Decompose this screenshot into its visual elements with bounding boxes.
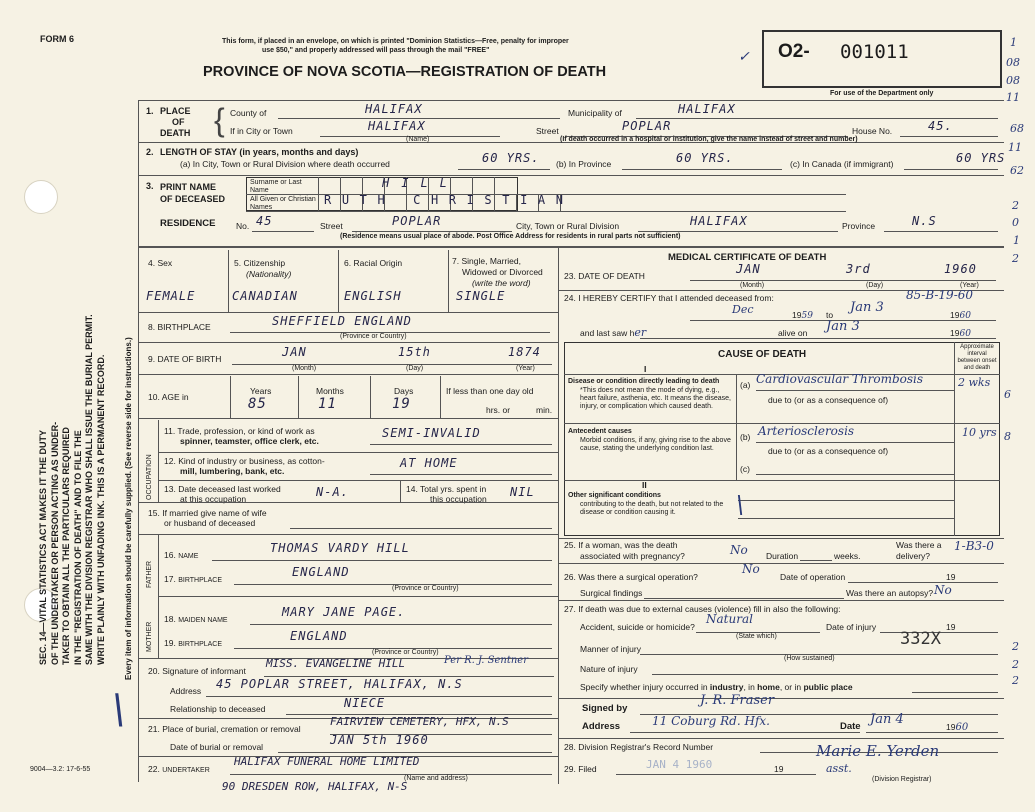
residence-note: (Residence means usual place of abode. Post Office Address for residents in rural parts not sufficient) xyxy=(340,233,681,240)
cause-a-interval: 2 wks xyxy=(958,376,991,389)
trade-value: SEMI-INVALID xyxy=(382,426,481,440)
signed-by-label: Signed by xyxy=(582,703,628,714)
industry-line xyxy=(370,474,552,475)
filed-line xyxy=(616,774,816,775)
informant-value: MISS. EVANGELINE HILL xyxy=(266,657,406,670)
cell-divider xyxy=(338,250,339,312)
cause-c-label: (c) xyxy=(740,464,750,474)
age-months-label: Months xyxy=(316,386,344,396)
margin-code: 1 xyxy=(1010,36,1017,49)
mother-birthplace-sublabel: (Province or Country) xyxy=(372,649,439,656)
municipality-label: Municipality of xyxy=(568,108,622,118)
mail-note-1: This form, if placed in an envelope, on which is printed "Dominion Statistics—Free, penalty for improper xyxy=(222,38,569,45)
birth-day-value: 15th xyxy=(398,345,431,359)
signed-by-value: J. R. Fraser xyxy=(700,693,775,708)
age-hours-note: If less than one day old xyxy=(446,386,534,396)
external-causes-label: 27. If death was due to external causes (violence) fill in also the following: xyxy=(564,604,841,614)
stay-c-line xyxy=(904,169,998,170)
cell-divider xyxy=(298,376,299,418)
cause-b-label: (b) xyxy=(740,432,751,442)
total-years-value: NIL xyxy=(510,485,535,499)
total-years-label: 14. Total yrs. spent in this occupation xyxy=(406,484,487,504)
trade-line xyxy=(370,444,552,445)
death-year-value: 1960 xyxy=(944,262,977,276)
mother-birthplace-label: 19. BIRTHPLACE xyxy=(164,638,223,648)
s1-label: PLACE OF DEATH xyxy=(160,106,191,138)
duration-label: Duration xyxy=(766,551,799,561)
mother-birthplace-value: ENGLAND xyxy=(290,629,348,643)
occupation-group-label: OCCUPATION xyxy=(146,454,153,500)
birthdate-label: 9. DATE OF BIRTH xyxy=(148,354,222,364)
relationship-label: Relationship to deceased xyxy=(170,704,266,714)
divider xyxy=(558,600,1004,601)
name-grid-bottom xyxy=(246,211,846,212)
divider xyxy=(138,418,558,419)
death-year-sublabel: (Year) xyxy=(960,282,979,289)
operation-value: No xyxy=(742,562,760,576)
operation-label: 26. Was there a surgical operation? xyxy=(564,572,698,582)
pregnancy-value: No xyxy=(730,543,748,557)
age-years-label: Years xyxy=(250,386,272,396)
divider xyxy=(558,563,1004,564)
accident-value: Natural xyxy=(706,612,753,626)
interval-column-divider xyxy=(954,342,955,536)
attended-code: 85-B-19-60 xyxy=(906,288,974,302)
cell-divider xyxy=(448,250,449,312)
cause-c-line xyxy=(756,474,954,475)
age-minutes-label: min. xyxy=(536,405,553,415)
house-value: 45. xyxy=(928,119,953,133)
residence-province-line xyxy=(884,231,998,232)
injury-date-label: Date of injury xyxy=(826,622,877,632)
alive-on-value: Jan 3 xyxy=(826,319,860,334)
surgical-findings-line xyxy=(644,598,844,599)
s3-label: PRINT NAME OF DECEASED xyxy=(160,182,226,204)
name-grid-col xyxy=(318,177,319,211)
divider xyxy=(138,534,558,535)
residence-city-value: HALIFAX xyxy=(690,214,748,228)
stay-a-line xyxy=(458,169,550,170)
divider xyxy=(138,312,558,313)
record-number-label: 28. Division Registrar's Record Number xyxy=(564,742,714,752)
margin-code: 6 xyxy=(1004,388,1011,401)
duration-weeks-label: weeks. xyxy=(834,551,861,561)
undertaker-line xyxy=(230,774,552,775)
mother-name-line xyxy=(250,624,552,625)
manner-label: Manner of injury xyxy=(580,644,641,654)
residence-no-value: 45 xyxy=(256,214,273,228)
sex-value: FEMALE xyxy=(146,289,196,303)
form-number: FORM 6 xyxy=(40,34,75,44)
stay-c-label: (c) In Canada (if immigrant) xyxy=(790,159,894,169)
divider xyxy=(138,502,558,503)
cell-divider xyxy=(440,376,441,418)
burial-date-label: Date of burial or removal xyxy=(170,742,264,752)
mother-name-label: 18. MAIDEN NAME xyxy=(164,614,228,624)
age-months-value: 11 xyxy=(318,396,337,412)
margin-code: 11 xyxy=(1006,91,1020,104)
birthdate-line xyxy=(232,364,552,365)
father-group-label: FATHER xyxy=(146,560,153,588)
father-name-line xyxy=(212,560,552,561)
undertaker-value: HALIFAX FUNERAL HOME LIMITED xyxy=(234,755,420,768)
citizenship-label: 5. Citizenship (Nationality) xyxy=(234,258,292,279)
form-title: PROVINCE OF NOVA SCOTIA—REGISTRATION OF DEATH xyxy=(203,64,607,80)
undertaker-address-value: 90 DRESDEN ROW, HALIFAX, N-S xyxy=(222,780,408,793)
surname-value: HILL xyxy=(382,176,459,190)
divider xyxy=(564,480,1000,481)
nature-label: Nature of injury xyxy=(580,664,638,674)
residence-street-value: POPLAR xyxy=(392,214,442,228)
birthplace-sublabel: (Province or Country) xyxy=(340,333,407,340)
margin-pen-mark: \ xyxy=(112,687,126,733)
divider xyxy=(158,480,558,481)
informant-label: 20. Signature of informant xyxy=(148,666,246,676)
specify-line xyxy=(912,692,998,693)
slash-mark: \ xyxy=(736,491,745,519)
birth-year-value: 1874 xyxy=(508,345,541,359)
undertaker-label: 22. UNDERTAKER xyxy=(148,764,210,774)
racial-origin-value: ENGLISH xyxy=(344,289,402,303)
cause-a-due-to: due to (or as a consequence of) xyxy=(768,395,889,405)
county-value: HALIFAX xyxy=(365,102,423,116)
divider xyxy=(138,175,1004,176)
alive-year-label: 1960 xyxy=(950,328,971,339)
death-day-sublabel: (Day) xyxy=(866,282,884,289)
stay-a-label: (a) In City, Town or Rural Division where death occurred xyxy=(180,159,390,169)
age-years-value: 85 xyxy=(248,396,267,412)
burial-place-value: FAIRVIEW CEMETERY, HFX, N.S xyxy=(330,715,509,728)
registrar-sublabel: (Division Registrar) xyxy=(872,776,932,783)
cell-divider xyxy=(370,376,371,418)
age-days-label: Days xyxy=(394,386,414,396)
father-birthplace-label: 17. BIRTHPLACE xyxy=(164,574,223,584)
last-worked-value: N-A. xyxy=(316,485,349,499)
birth-month-sublabel: (Month) xyxy=(292,365,317,372)
part-one-label: I xyxy=(644,364,647,374)
birth-month-value: JAN xyxy=(282,345,307,359)
margin-code: 0 xyxy=(1012,216,1019,229)
address-value: 11 Coburg Rd. Hfx. xyxy=(652,714,770,728)
date-value: Jan 4 xyxy=(870,712,904,727)
department-use-note: For use of the Department only xyxy=(830,90,934,97)
given-names-value: RUTH CHRISTIAN xyxy=(324,193,574,207)
surgical-findings-label: Surgical findings xyxy=(580,588,643,598)
cause-b-interval: 10 yrs xyxy=(962,426,997,439)
date-year-label: 1960 xyxy=(946,722,969,733)
cause-of-death-title: CAUSE OF DEATH xyxy=(718,349,807,360)
death-month-value: JAN xyxy=(736,262,761,276)
margin-code: 62 xyxy=(1010,164,1024,177)
stay-b-label: (b) In Province xyxy=(556,159,612,169)
city-value: HALIFAX xyxy=(368,119,426,133)
antecedent-sublabel: Morbid conditions, if any, giving rise to the above cause, stating the underlying condition last. xyxy=(580,437,731,452)
city-name-sublabel: (Name) xyxy=(406,136,430,143)
surname-label: Surname or Last Name xyxy=(250,179,302,194)
column-divider xyxy=(558,248,559,784)
attended-year1-label: 1959 xyxy=(792,310,813,321)
undertaker-sublabel: (Name and address) xyxy=(404,775,468,782)
stay-a-value: 60 YRS. xyxy=(482,151,540,165)
autopsy-value: No xyxy=(934,583,952,597)
margin-code: 2 xyxy=(1012,674,1019,687)
residence-street-line xyxy=(352,231,512,232)
margin-code: 2 xyxy=(1012,640,1019,653)
burial-date-value: JAN 5th 1960 xyxy=(330,733,429,747)
attended-to-label: to xyxy=(826,310,834,320)
last-saw-label: and last saw her xyxy=(580,326,647,339)
mother-group-label: MOTHER xyxy=(146,621,153,652)
s3-number: 3. xyxy=(146,181,154,191)
address-label: Address xyxy=(582,721,621,732)
manner-sublabel: (How sustained) xyxy=(784,655,835,662)
death-date-line xyxy=(690,280,996,281)
street-value: POPLAR xyxy=(622,119,672,133)
address-line xyxy=(630,732,860,733)
margin-code: 8 xyxy=(1004,430,1011,443)
disease-label: Disease or condition directly leading to death xyxy=(568,378,720,385)
delivery-label: Was there a delivery? xyxy=(896,540,942,561)
cell-divider xyxy=(230,376,231,418)
residence-province-label: Province xyxy=(842,221,876,231)
margin-code: 2 xyxy=(1012,252,1019,265)
father-birthplace-value: ENGLAND xyxy=(292,565,350,579)
attended-to-value: Jan 3 xyxy=(850,300,884,315)
stay-c-value: 60 YRS xyxy=(956,151,1006,165)
residence-street-label: Street xyxy=(320,221,343,231)
last-saw-line xyxy=(640,338,996,339)
divider xyxy=(558,738,1004,739)
date-line xyxy=(866,732,998,733)
other-conditions-label: Other significant conditions xyxy=(568,492,661,499)
cause-a-line xyxy=(756,390,954,391)
informant-address-label: Address xyxy=(170,686,202,696)
residence-no-line xyxy=(252,231,314,232)
part-two-label: II xyxy=(642,480,647,490)
antecedent-label: Antecedent causes xyxy=(568,428,632,435)
cause-a-label: (a) xyxy=(740,380,751,390)
burial-place-label: 21. Place of burial, cremation or removal xyxy=(148,724,301,734)
side-instructions: SEC. 14—VITAL STATISTICS ACT MAKES IT THE DUTY OF THE UNDERTAKER OR PERSON ACTING AS UNDER- TAKER TO OBTAIN ALL THE PARTICULARS REQUIRED IN THE "REGISTRATION OF DEATH" AND TO FILE THE SAME WITH THE DIVISION REGISTRAR WHO SHALL ISSUE THE BURIAL PERMIT. WRITE PLAINLY WITH UNFADING INK. THIS IS A PERMANENT RECORD. xyxy=(38,314,106,665)
father-name-value: THOMAS VARDY HILL xyxy=(270,541,410,555)
accident-sublabel: (State which) xyxy=(736,633,777,640)
industry-label: 12. Kind of industry or business, as cotton- mill, lumbering, bank, etc. xyxy=(164,456,325,476)
birthplace-value: SHEFFIELD ENGLAND xyxy=(272,314,412,328)
death-day-value: 3rd xyxy=(846,262,871,276)
registration-prefix: O2- xyxy=(778,41,810,62)
age-days-value: 19 xyxy=(392,396,411,412)
industry-value: AT HOME xyxy=(400,456,458,470)
spouse-label: 15. If married give name of wife or husband of deceased xyxy=(148,508,267,528)
mail-note-2: use $50," and properly addressed will pass through the mail "FREE" xyxy=(262,47,490,54)
other-conditions-line xyxy=(738,500,954,501)
margin-code: 11 xyxy=(1008,141,1022,154)
other-conditions-line xyxy=(738,518,954,519)
margin-code: 08 xyxy=(1006,56,1020,69)
racial-origin-label: 6. Racial Origin xyxy=(344,258,403,268)
informant-address-value: 45 POPLAR STREET, HALIFAX, N.S xyxy=(216,677,463,691)
death-date-label: 23. DATE OF DEATH xyxy=(564,271,645,281)
brace: { xyxy=(214,102,225,138)
delivery-value: 1-B3-0 xyxy=(954,539,994,553)
citizenship-value: CANADIAN xyxy=(232,289,298,303)
filed-stamp: JAN 4 1960 xyxy=(646,758,713,771)
birthplace-label: 8. BIRTHPLACE xyxy=(148,322,211,332)
specify-label: Specify whether injury occurred in industry, in home, or in public place xyxy=(580,682,853,692)
cause-column-divider xyxy=(736,374,737,480)
filed-label: 29. Filed xyxy=(564,764,597,774)
mother-name-value: MARY JANE PAGE. xyxy=(282,605,406,619)
manner-value: 332X xyxy=(900,629,941,649)
operation-date-line xyxy=(848,582,998,583)
alive-on-label: alive on xyxy=(778,328,808,338)
relationship-value: NIECE xyxy=(344,696,386,710)
attended-from-value: Dec xyxy=(732,303,754,316)
disease-sublabel: *This does not mean the mode of dying, e.g., heart failure, asthenia, etc. It means the disease, injury, or complication which caused death. xyxy=(580,387,731,410)
county-label: County of xyxy=(230,108,267,118)
side-note: Every item of information should be carefully supplied. (See reverse side for instructions.) xyxy=(124,337,133,680)
burial-date-line xyxy=(278,752,552,753)
form-code: 9004—3.2: 17-6-55 xyxy=(30,766,91,773)
medical-certificate-title: MEDICAL CERTIFICATE OF DEATH xyxy=(668,252,827,263)
divider xyxy=(158,596,558,597)
attended-label: 24. I HEREBY CERTIFY that I attended deceased from: xyxy=(564,293,774,303)
registrar-signature: Marie E. Yerden xyxy=(816,742,940,760)
age-label: 10. AGE in xyxy=(148,392,189,402)
divider xyxy=(558,698,1004,699)
date-label: Date xyxy=(840,721,861,732)
filed-year-label: 19 xyxy=(774,764,784,774)
residence-city-label: City, Town or Rural Division xyxy=(516,221,620,231)
registrar-asst: asst. xyxy=(826,762,852,775)
informant-agent: Per R. J. Sentner xyxy=(444,655,528,666)
stay-b-line xyxy=(622,169,782,170)
autopsy-label: Was there an autopsy? xyxy=(846,588,934,598)
margin-code: 1 xyxy=(1013,234,1020,247)
s2-label: LENGTH OF STAY (in years, months and days) xyxy=(160,147,359,157)
accident-label: Accident, suicide or homicide? xyxy=(580,622,695,632)
injury-year-label: 19 xyxy=(946,622,956,632)
trade-label: 11. Trade, profession, or kind of work as spinner, teamster, office clerk, etc. xyxy=(164,426,319,446)
s2-number: 2. xyxy=(146,147,154,157)
house-label: House No. xyxy=(852,126,893,136)
spouse-line xyxy=(290,528,552,529)
last-worked-label: 13. Date deceased last worked at this occupation xyxy=(164,484,281,504)
marital-status-value: SINGLE xyxy=(456,289,506,303)
margin-code: 2 xyxy=(1012,658,1019,671)
divider xyxy=(558,538,1004,539)
pregnancy-label: 25. If a woman, was the death associated with pregnancy? xyxy=(564,540,685,561)
sex-label: 4. Sex xyxy=(148,258,173,268)
operation-date-label: Date of operation xyxy=(780,572,846,582)
divider xyxy=(138,100,1004,101)
nature-line xyxy=(652,674,998,675)
residence-label: RESIDENCE xyxy=(160,218,216,229)
residence-no-label: No. xyxy=(236,221,250,231)
checkmark: ✓ xyxy=(738,49,750,65)
municipality-value: HALIFAX xyxy=(678,102,736,116)
residence-city-line xyxy=(638,231,838,232)
interval-header: Approximate interval between onset and death xyxy=(957,344,997,371)
margin-code: 68 xyxy=(1010,122,1024,135)
age-hours-label: hrs. or xyxy=(486,405,511,415)
registration-number-box xyxy=(762,30,1002,88)
father-birthplace-sublabel: (Province or Country) xyxy=(392,585,459,592)
divider xyxy=(138,374,558,375)
street-label: Street xyxy=(536,126,559,136)
city-label: If in City or Town xyxy=(230,126,293,136)
divider xyxy=(138,246,1004,248)
duration-line xyxy=(800,560,832,561)
death-month-sublabel: (Month) xyxy=(740,282,765,289)
divider xyxy=(138,342,558,343)
occupation-group-rule xyxy=(158,420,159,502)
father-name-label: 16. NAME xyxy=(164,550,199,560)
s1-number: 1. xyxy=(146,106,154,116)
cell-divider xyxy=(400,480,401,502)
cause-b-value: Arteriosclerosis xyxy=(758,424,855,438)
marital-status-label: 7. Single, Married, Widowed or Divorced (write the word) xyxy=(452,256,543,288)
divider xyxy=(158,452,558,453)
registration-number: 001011 xyxy=(840,41,909,63)
other-conditions-sublabel: contributing to the death, but not related to the disease or condition causing it. xyxy=(580,501,724,516)
given-names-label: All Given or Christian Names xyxy=(250,196,316,211)
institution-note: (If death occurred in a hospital or institution, give the name instead of street and number) xyxy=(560,136,858,143)
birth-year-sublabel: (Year) xyxy=(516,365,535,372)
stay-b-value: 60 YRS. xyxy=(676,151,734,165)
house-line xyxy=(900,136,998,137)
birth-day-sublabel: (Day) xyxy=(406,365,424,372)
margin-code: 08 xyxy=(1006,74,1020,87)
residence-province-value: N.S xyxy=(912,214,937,228)
cell-divider xyxy=(228,250,229,312)
operation-year-label: 19 xyxy=(946,572,956,582)
cause-a-value: Cardiovascular Thrombosis xyxy=(756,372,924,386)
frame-left xyxy=(138,100,139,782)
attended-year2-label: 1960 xyxy=(950,310,971,321)
cause-b-due-to: due to (or as a consequence of) xyxy=(768,446,889,456)
cause-b-line xyxy=(756,442,954,443)
margin-code: 2 xyxy=(1012,199,1019,212)
